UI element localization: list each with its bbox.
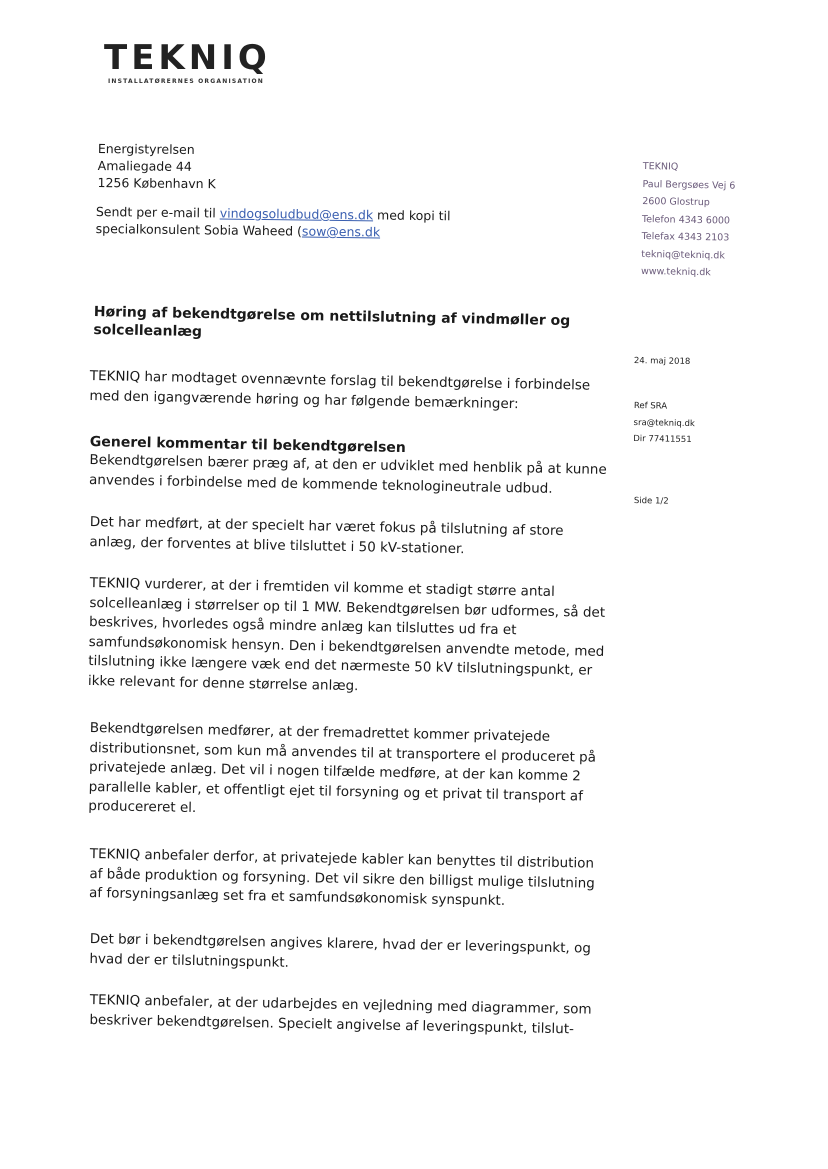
sender-email: tekniq@tekniq.dk [641,248,725,261]
sent-prefix: Sendt per e-mail til [95,203,220,221]
paragraph: Det bør i bekendtgørelsen angives klarere, hvad der er leveringspunkt, og hvad der er tilslutningspunkt. [89,930,592,971]
intro-paragraph [89,367,610,416]
paragraph: TEKNIQ vurderer, at der i fremtiden vil komme et stadigt større antal solcelleanlæg i størrelser op til 1 MW. Bekendtgørelsen bør udformes, så det beskrives, hvorledes også mindre anlæg kan tilsluttes ud fra et samfundsøkonomisk hensyn. Den i bekendtgørelsen anvendte metode, med tilslutning ikke længere væk end det nærmeste 50 kV tilslutningspunkt, er ikke relevant for denne størrelse anlæg. [87,574,606,694]
sender-city: 2600 Glostrup [642,195,710,209]
reference-email: sra@tekniq.dk [633,417,695,429]
sender-phone: Telefon 4343 6000 [641,213,731,227]
paragraph-block [89,930,610,979]
recipient-line: 1256 København K [97,174,216,192]
paragraph: Det har medført, at der specielt har været fokus på tilslutning af store anlæg, der forventes at blive tilsluttet i 50 kV-stationer. [89,513,564,557]
sender-fax: Telefax 4343 2103 [641,230,730,244]
paragraph-block [89,845,610,913]
sent-note [96,203,476,242]
email-link-primary[interactable]: vindogsoludbud@ens.dk [219,205,374,223]
logo-wordmark: TEKNIQ [104,38,271,78]
email-link-copy[interactable]: sow@ens.dk [301,223,381,240]
recipient-line: Energistyrelsen [97,140,195,158]
page-number: Side 1/2 [633,496,669,507]
recipient-address [97,140,216,192]
sender-name: TEKNIQ [642,160,679,173]
section-generel [89,433,610,500]
sender-address [641,158,736,282]
reference-initials: Ref SRA [633,400,668,412]
paragraph-block [89,513,610,562]
sent-middle: med kopi til specialkonsulent Sobia Waheed ( [95,207,451,239]
reference-block [633,398,695,449]
paragraph-block [88,719,610,826]
paragraph: TEKNIQ anbefaler derfor, at privatejede kabler kan benyttes til distribution af både produktion og forsyning. Det vil sikre den billigst mulige tilslutning af forsyningsanlæg set fra et samfundsøkonomisk synspunkt. [88,845,595,909]
paragraph: Bekendtgørelsen bærer præg af, at den er udviklet med henblik på at kunne anvendes i forbindelse med de kommende teknologineutrale udbud. [88,451,607,497]
sender-street: Paul Bergsøes Vej 6 [642,178,736,192]
paragraph-block [88,574,610,701]
section-heading: Generel kommentar til bekendtgørelsen [89,433,406,457]
logo [104,40,271,85]
paragraph: Bekendtgørelsen medfører, at der fremadrettet kommer privatejede distributionsnet, som kun må anvendes til at transportere el produceret på privatejede anlæg. Det vil i nogen tilfælde medføre, at der kan komme 2 parallelle kabler, et offentligt ejet til forsyning og et privat til transport af producereret el. [88,719,597,817]
letter-title: Høring af bekendtgørelse om nettilslutning af vindmøller og solcelleanlæg [93,303,571,341]
letter-date: 24. maj 2018 [633,356,691,367]
intro-text: TEKNIQ har modtaget ovennævnte forslag til bekendtgørelse i forbindelse med den igangværende høring og har følgende bemærkninger: [89,367,591,412]
reference-direct-phone: Dir 77411551 [633,433,692,446]
paragraph-block [89,991,610,1040]
paragraph: TEKNIQ anbefaler, at der udarbejdes en vejledning med diagrammer, som beskriver bekendtgørelsen. Specielt angivelse af leveringspunkt, tilslut- [89,991,592,1037]
logo-subtitle: INSTALLATØRERNES ORGANISATION [108,78,265,85]
recipient-line: Amaliegade 44 [97,157,192,174]
sender-web: www.tekniq.dk [640,265,711,279]
